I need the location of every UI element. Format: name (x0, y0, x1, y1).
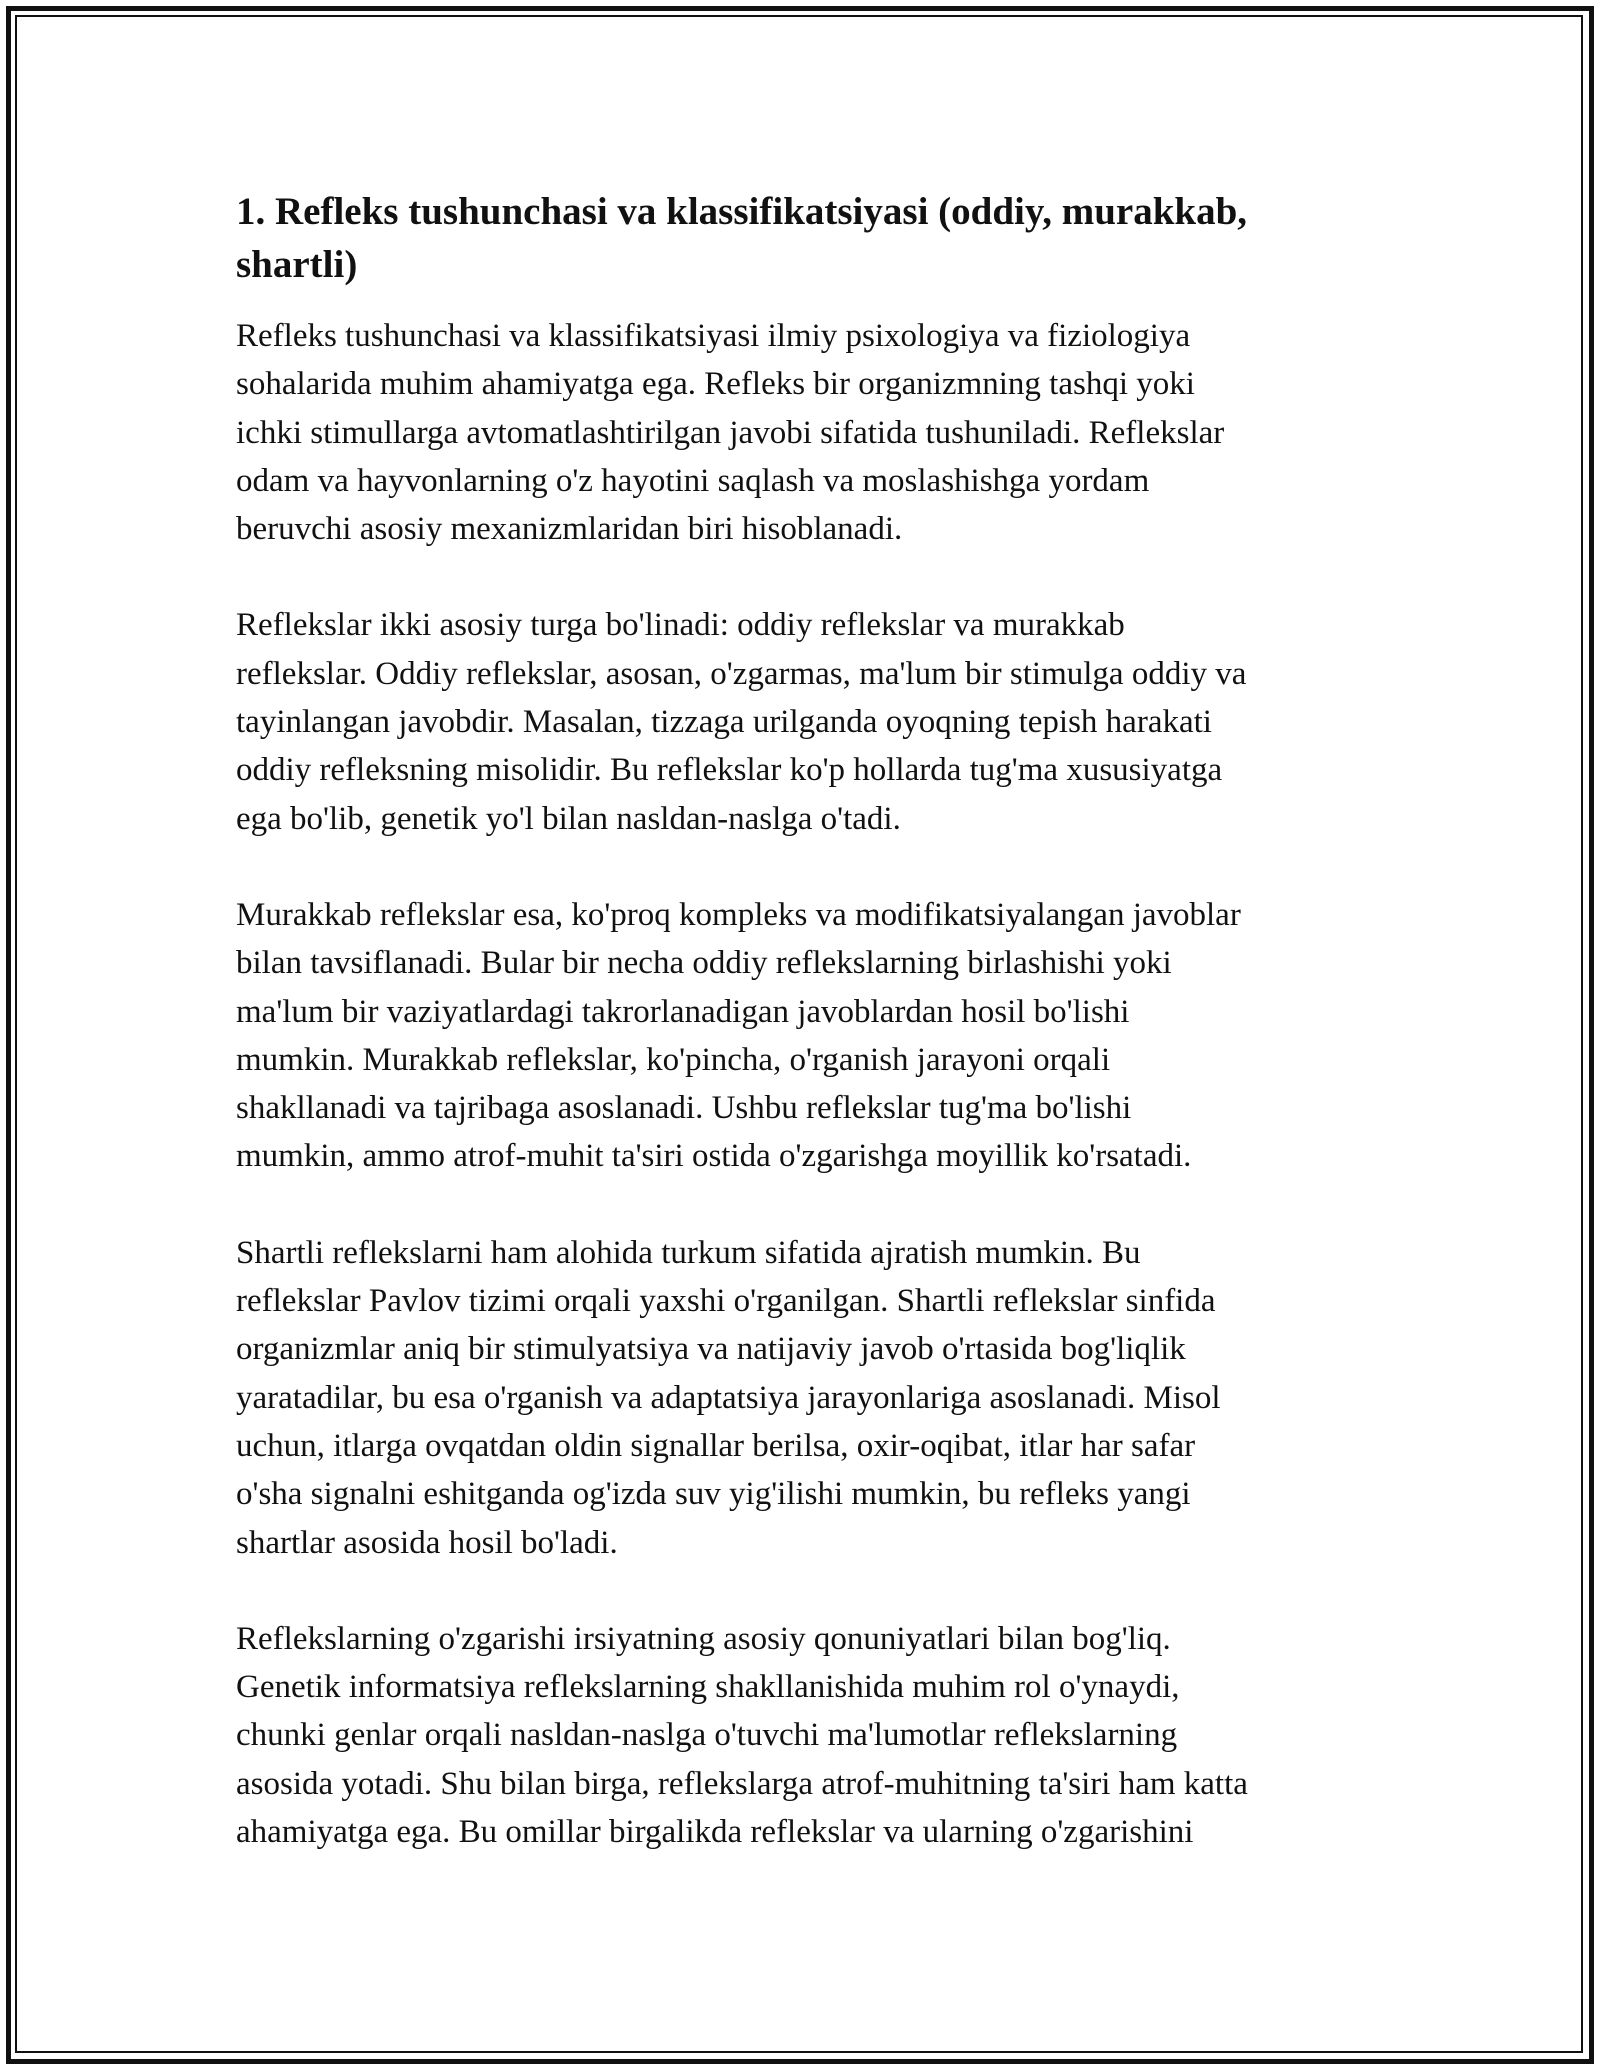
text-line: ahamiyatga ega. Bu omillar birgalikda reflekslar va ularning o'zgarishini (236, 1814, 1194, 1851)
section-heading (236, 185, 1376, 291)
text-line: chunki genlar orqali nasldan-naslga o'tuvchi ma'lumotlar reflekslarning (236, 1717, 1178, 1754)
text-line: Refleks tushunchasi va klassifikatsiyasi ilmiy psixologiya va fiziologiya (236, 318, 1191, 354)
paragraph-5 (236, 1615, 1376, 1856)
text-line: sohalarida muhim ahamiyatga ega. Refleks bir organizmning tashqi yoki (236, 366, 1195, 403)
document-body (236, 185, 1376, 1904)
text-line: Murakkab reflekslar esa, ko'proq kompleks va modifikatsiyalangan javoblar (236, 896, 1241, 933)
text-line: shakllanadi va tajribaga asoslanadi. Ushbu reflekslar tug'ma bo'lishi (236, 1090, 1132, 1127)
text-line: reflekslar. Oddiy reflekslar, asosan, o'zgarmas, ma'lum bir stimulga oddiy va (236, 655, 1247, 692)
paragraph-3 (236, 891, 1376, 1181)
paragraph-2 (236, 601, 1376, 842)
text-line: beruvchi asosiy mexanizmlaridan biri hisoblanadi. (236, 511, 903, 548)
text-line: ichki stimullarga avtomatlashtirilgan javobi sifatida tushuniladi. Reflekslar (236, 414, 1225, 451)
text-line: mumkin, ammo atrof-muhit ta'siri ostida o'zgarishga moyillik ko'rsatadi. (236, 1138, 1192, 1175)
text-line: reflekslar Pavlov tizimi orqali yaxshi o'rganilgan. Shartli reflekslar sinfida (236, 1283, 1216, 1320)
text-line: oddiy refleksning misolidir. Bu reflekslar ko'p hollarda tug'ma xususiyatga (236, 752, 1223, 789)
text-line: shartlar asosida hosil bo'ladi. (236, 1524, 618, 1561)
text-line: Genetik informatsiya reflekslarning shakllanishida muhim rol o'ynaydi, (236, 1669, 1180, 1706)
text-line: Reflekslarning o'zgarishi irsiyatning asosiy qonuniyatlari bilan bog'liq. (236, 1620, 1171, 1657)
text-line: organizmlar aniq bir stimulyatsiya va natijaviy javob o'rtasida bog'liqlik (236, 1331, 1186, 1368)
heading-line: 1. Refleks tushunchasi va klassifikatsiyasi (oddiy, murakkab, (236, 190, 1248, 233)
text-line: ega bo'lib, genetik yo'l bilan nasldan-naslga o'tadi. (236, 800, 901, 837)
text-line: o'sha signalni eshitganda og'izda suv yig'ilishi mumkin, bu refleks yangi (236, 1476, 1191, 1513)
text-line: asosida yotadi. Shu bilan birga, reflekslarga atrof-muhitning ta'siri ham katta (236, 1765, 1248, 1802)
text-line: yaratadilar, bu esa o'rganish va adaptatsiya jarayonlariga asoslanadi. Misol (236, 1379, 1221, 1416)
text-line: Reflekslar ikki asosiy turga bo'linadi: oddiy reflekslar va murakkab (236, 607, 1125, 644)
text-line: bilan tavsiflanadi. Bular bir necha oddiy reflekslarning birlashishi yoki (236, 945, 1172, 982)
text-line: ma'lum bir vaziyatlardagi takrorlanadigan javoblardan hosil bo'lishi (236, 993, 1130, 1030)
text-line: Shartli reflekslarni ham alohida turkum sifatida ajratish mumkin. Bu (236, 1234, 1141, 1271)
paragraph-1 (236, 312, 1376, 553)
heading-line: shartli) (236, 243, 358, 286)
text-line: mumkin. Murakkab reflekslar, ko'pincha, o'rganish jarayoni orqali (236, 1041, 1111, 1078)
text-line: uchun, itlarga ovqatdan oldin signallar berilsa, oxir-oqibat, itlar har safar (236, 1427, 1196, 1464)
paragraph-4 (236, 1229, 1376, 1567)
text-line: odam va hayvonlarning o'z hayotini saqlash va moslashishga yordam (236, 462, 1150, 499)
text-line: tayinlangan javobdir. Masalan, tizzaga urilganda oyoqning tepish harakati (236, 704, 1212, 741)
